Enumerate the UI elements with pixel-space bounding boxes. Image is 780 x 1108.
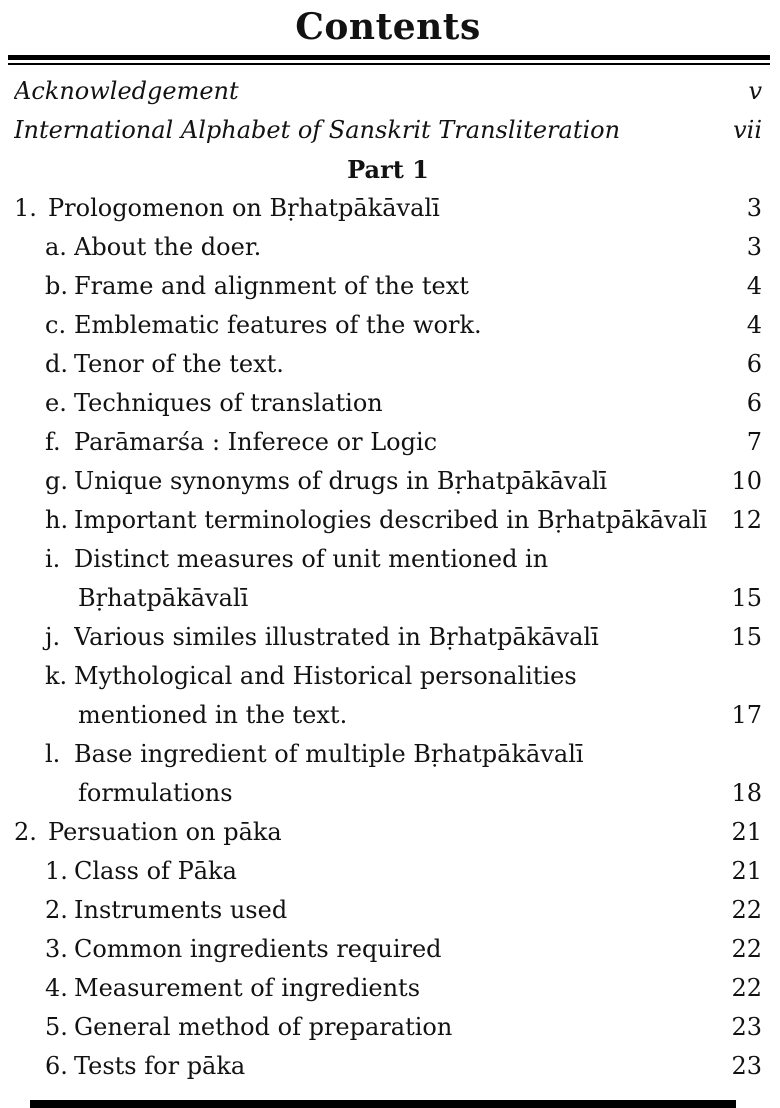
toc-row bbox=[14, 111, 762, 150]
entry-title: Persuation on pāka bbox=[48, 818, 282, 846]
entry-page-number: 6 bbox=[746, 350, 762, 378]
toc-row bbox=[14, 891, 762, 930]
entry-title: Techniques of translation bbox=[74, 389, 383, 417]
entry-title: International Alphabet of Sanskrit Transliteration bbox=[14, 116, 621, 144]
toc-row bbox=[14, 969, 762, 1008]
entry-title: Frame and alignment of the text bbox=[74, 272, 469, 300]
entry-number: 4. bbox=[45, 974, 68, 1002]
entry-page-number: 12 bbox=[731, 506, 762, 534]
entry-title: Class of Pāka bbox=[74, 857, 237, 885]
entry-title: Common ingredients required bbox=[74, 935, 442, 963]
title-divider-thick-line bbox=[8, 55, 770, 60]
entry-page-number: v bbox=[748, 77, 762, 105]
toc-row bbox=[14, 384, 762, 423]
entry-number: 6. bbox=[45, 1052, 68, 1080]
entry-number: i. bbox=[45, 545, 61, 573]
entry-title: Important terminologies described in Bṛhatpākāvalī bbox=[74, 506, 708, 534]
entry-title: Parāmarśa : Inferece or Logic bbox=[74, 428, 438, 456]
toc-row bbox=[14, 267, 762, 306]
entry-page-number: 3 bbox=[746, 194, 762, 222]
entry-page-number: 22 bbox=[731, 974, 762, 1002]
entry-number: a. bbox=[45, 233, 67, 261]
entry-number: 3. bbox=[45, 935, 68, 963]
entry-page-number: 23 bbox=[731, 1013, 762, 1041]
entry-title: Mythological and Historical personalities bbox=[74, 662, 577, 690]
toc-row bbox=[14, 189, 762, 228]
entry-page-number: 17 bbox=[731, 701, 762, 729]
entry-title: Base ingredient of multiple Bṛhatpākāvalī bbox=[74, 740, 584, 768]
entry-page-number: 22 bbox=[731, 896, 762, 924]
entry-number: f. bbox=[45, 428, 61, 456]
entry-number: j. bbox=[45, 623, 61, 651]
toc-row bbox=[14, 618, 762, 657]
toc-row bbox=[14, 1047, 762, 1086]
entry-page-number: 15 bbox=[731, 623, 762, 651]
entry-page-number: 15 bbox=[731, 584, 762, 612]
title-divider-thin-line bbox=[8, 63, 770, 65]
entry-number: c. bbox=[45, 311, 67, 339]
entry-title: Bṛhatpākāvalī bbox=[78, 584, 249, 612]
entry-title: Distinct measures of unit mentioned in bbox=[74, 545, 549, 573]
entry-number: e. bbox=[45, 389, 67, 417]
toc-row bbox=[14, 306, 762, 345]
entry-page-number: 7 bbox=[746, 428, 762, 456]
entry-number: 2. bbox=[45, 896, 68, 924]
entry-title: Prologomenon on Bṛhatpākāvalī bbox=[48, 194, 440, 222]
toc-row bbox=[14, 930, 762, 969]
toc-row bbox=[14, 462, 762, 501]
entry-number: 1. bbox=[14, 194, 37, 222]
entry-page-number: 23 bbox=[731, 1052, 762, 1080]
bottom-rule bbox=[30, 1100, 736, 1108]
entry-title: Various similes illustrated in Bṛhatpākāvalī bbox=[74, 623, 599, 651]
toc-list bbox=[14, 72, 762, 1086]
entry-number: d. bbox=[45, 350, 68, 378]
entry-number: g. bbox=[45, 467, 68, 495]
entry-page-number: 10 bbox=[731, 467, 762, 495]
entry-page-number: 21 bbox=[731, 818, 762, 846]
toc-row bbox=[14, 501, 762, 540]
entry-page-number: vii bbox=[733, 116, 762, 144]
entry-page-number: 21 bbox=[731, 857, 762, 885]
entry-number: 2. bbox=[14, 818, 37, 846]
entry-number: 1. bbox=[45, 857, 68, 885]
page-title: Contents bbox=[295, 6, 481, 48]
entry-number: b. bbox=[45, 272, 68, 300]
entry-title: Unique synonyms of drugs in Bṛhatpākāvalī bbox=[74, 467, 608, 495]
toc-row bbox=[14, 735, 762, 774]
part-heading bbox=[14, 150, 762, 189]
toc-row bbox=[14, 228, 762, 267]
toc-row bbox=[14, 813, 762, 852]
entry-page-number: 6 bbox=[746, 389, 762, 417]
entry-number: l. bbox=[45, 740, 61, 768]
toc-row bbox=[14, 345, 762, 384]
toc-row bbox=[14, 774, 762, 813]
toc-row bbox=[14, 1008, 762, 1047]
part-heading-label: Part 1 bbox=[347, 155, 429, 184]
entry-page-number: 18 bbox=[731, 779, 762, 807]
entry-title: Emblematic features of the work. bbox=[74, 311, 482, 339]
toc-row bbox=[14, 657, 762, 696]
toc-row bbox=[14, 579, 762, 618]
entry-page-number: 4 bbox=[746, 272, 762, 300]
entry-title: Instruments used bbox=[74, 896, 288, 924]
entry-number: h. bbox=[45, 506, 69, 534]
entry-number: 5. bbox=[45, 1013, 68, 1041]
entry-title: About the doer. bbox=[74, 233, 262, 261]
entry-title: Tenor of the text. bbox=[74, 350, 284, 378]
toc-row bbox=[14, 72, 762, 111]
entry-title: General method of preparation bbox=[74, 1013, 453, 1041]
entry-title: formulations bbox=[78, 779, 233, 807]
entry-title: Tests for pāka bbox=[74, 1052, 246, 1080]
title-divider-rule bbox=[8, 55, 770, 65]
toc-row bbox=[14, 540, 762, 579]
toc-row bbox=[14, 696, 762, 735]
toc-row bbox=[14, 852, 762, 891]
entry-page-number: 3 bbox=[746, 233, 762, 261]
entry-title: Acknowledgement bbox=[14, 77, 239, 105]
entry-title: Measurement of ingredients bbox=[74, 974, 421, 1002]
entry-number: k. bbox=[45, 662, 68, 690]
entry-title: mentioned in the text. bbox=[78, 701, 348, 729]
toc-row bbox=[14, 423, 762, 462]
entry-page-number: 22 bbox=[731, 935, 762, 963]
entry-page-number: 4 bbox=[746, 311, 762, 339]
